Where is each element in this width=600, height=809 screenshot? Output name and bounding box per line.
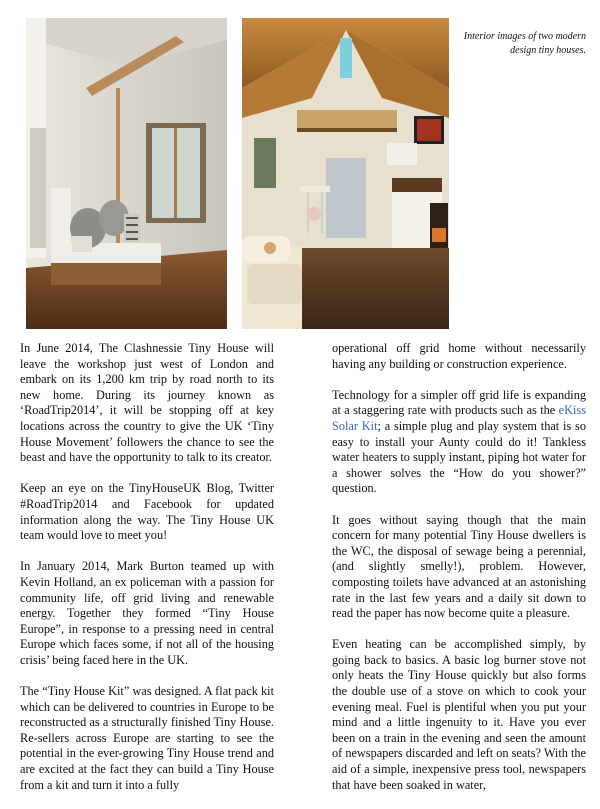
interior-photo-living-room — [242, 18, 449, 329]
paragraph-heating: Even heating can be accomplished simply, by going back to basics. A basic log burner stove not only heats the Tiny House quickly but also forms the double use of a stove on which to cook your evening meal. Fuel is plentiful when you put your mind and a little ingenuity to it. Have you ever been on a train in the evening and seen the amount of newspapers discarded and left on seats? With the aid of a simple, inexpensive press tool, newspapers that have been soaked in water, — [332, 637, 587, 792]
paragraph-tiny-house-europe: In January 2014, Mark Burton teamed up with Kevin Holland, an ex policeman with a passion for community life, off grid living and renewable energy. Together they formed “Tiny House Europe”, in response to a pressing need in central Europe which faces some, if not all of the housing crisis’ being faced here in the UK. — [20, 559, 274, 667]
interior-photo-bench — [26, 18, 227, 329]
article-column-right — [332, 341, 586, 809]
photo-caption: Interior images of two modern design tiny houses. — [463, 31, 586, 56]
technology-text-before: Technology for a simpler off grid life is expanding at a staggering rate with products such as the — [332, 387, 586, 418]
paragraph-composting-toilets: It goes without saying though that the main concern for many potential Tiny House dwellers is the WC, the disposal of sewage being a perennial, (and slightly smelly!), problem. However, composting toilets have advanced at an astonishing rate in the last few years and a daily sit down to read the paper has now become quite a pleasure. — [332, 512, 586, 621]
paragraph-off-grid-home: operational off grid home without necessarily having any building or construction experience. — [332, 341, 586, 371]
paragraph-technology — [332, 388, 586, 497]
technology-text-after: ; a simple plug and play system that is so easy to install your Aunty could do it! Tankless water heaters to supply instant, piping hot water for a shower solves the “How do you shower?” question. — [332, 418, 586, 496]
paragraph-blog: Keep an eye on the TinyHouseUK Blog, Twitter #RoadTrip2014 and Facebook for updated information along the way. The Tiny House UK team would love to meet you! — [20, 481, 274, 543]
paragraph-roadtrip: In June 2014, The Clashnessie Tiny House will leave the workshop just west of London and embark on its 1,200 km trip by road north to its new home. During its journey known as ‘RoadTrip2014’, it will be stopping off at key locations across the country to give the UK ‘Tiny House Movement’ followers the chance to see the beast and have the opportunity to talk to its creator. — [20, 341, 274, 465]
ekiss-solar-kit-link[interactable]: eKiss Solar Kit — [332, 403, 586, 433]
bench-interior-illustration — [26, 18, 227, 329]
paragraph-tiny-house-kit: The “Tiny House Kit” was designed. A flat pack kit which can be delivered to countries in Europe to be reconstructed as a structurally finished Tiny House. Re-sellers across Europe are starting to see the potential in the ever-growing Tiny House trend and are excited at the fact they can build a Tiny House from a kit and turn it into a fully — [20, 684, 274, 792]
living-room-interior-illustration — [242, 18, 449, 329]
article-column-left — [20, 341, 274, 809]
